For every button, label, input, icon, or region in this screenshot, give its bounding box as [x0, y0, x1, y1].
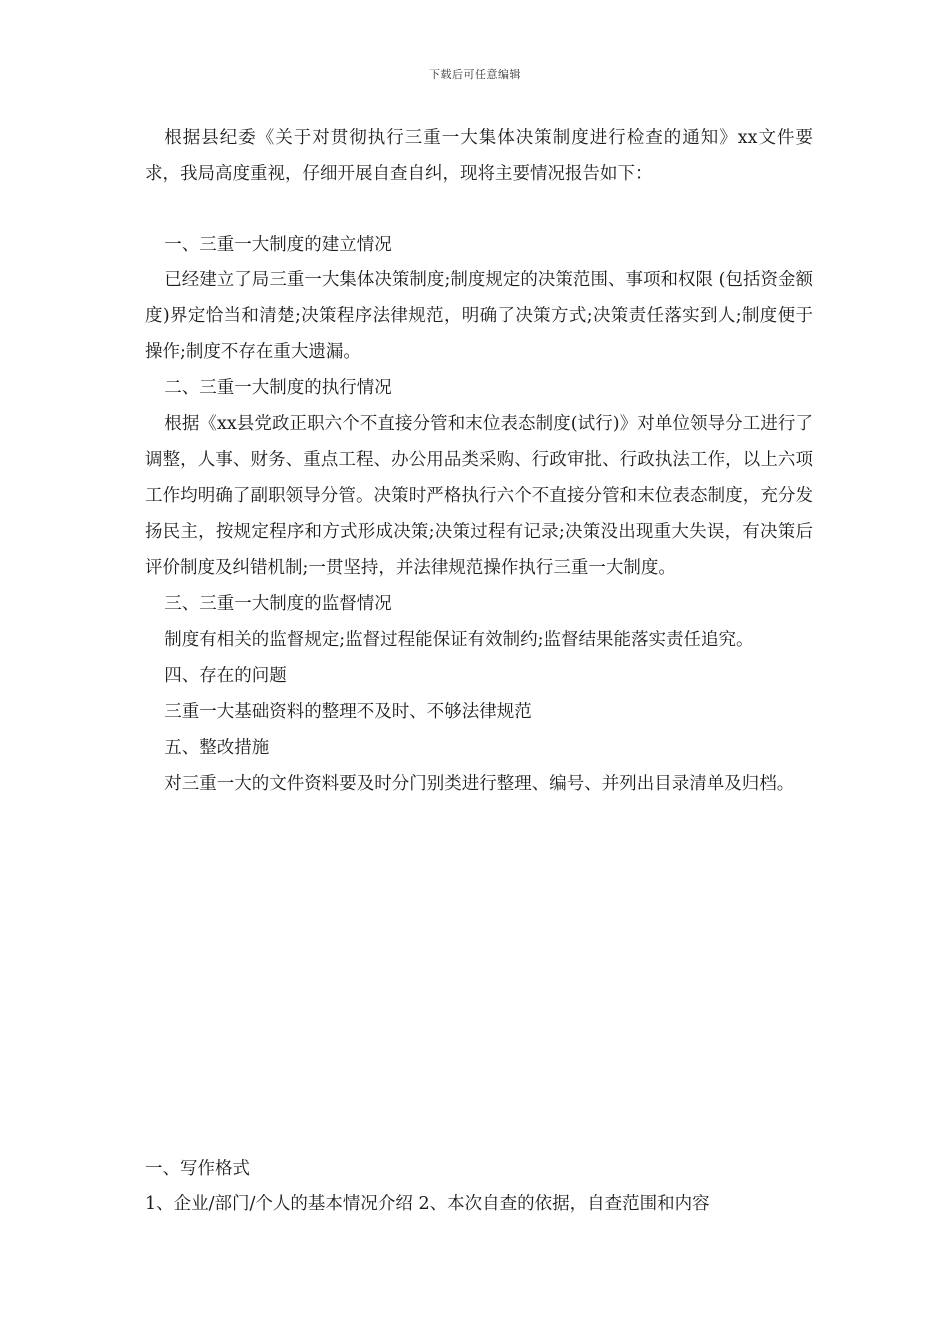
appendix-line-1: 1、企业/部门/个人的基本情况介绍 2、本次自查的依据，自查范围和内容	[145, 1194, 710, 1214]
section-heading-4: 四、存在的问题	[164, 666, 287, 686]
report-body	[145, 120, 813, 802]
intro-paragraph: 根据县纪委《关于对贯彻执行三重一大集体决策制度进行检查的通知》xx文件要求，我局高度重视，仔细开展自查自纠，现将主要情况报告如下：	[145, 128, 813, 184]
header-note: 下载后可任意编辑	[429, 68, 521, 81]
section-paragraph-2: 根据《xx县党政正职六个不直接分管和末位表态制度(试行)》对单位领导分工进行了调整，人事、财务、重点工程、办公用品类采购、行政审批、行政执法工作，以上六项工作均明确了副职领导分管。决策时严格执行六个不直接分管和末位表态制度，充分发扬民主，按规定程序和方式形成决策;决策过程有记录;决策没出现重大失误，有决策后评价制度及纠错机制;一贯坚持，并法律规范操作执行三重一大制度。	[145, 414, 813, 578]
section-heading-5: 五、整改措施	[164, 738, 270, 758]
section-paragraph-5: 对三重一大的文件资料要及时分门别类进行整理、编号、并列出目录清单及归档。	[164, 774, 795, 794]
section-heading-1: 一、三重一大制度的建立情况	[164, 235, 392, 255]
appendix-title: 一、写作格式	[145, 1159, 250, 1179]
appendix-section	[145, 1152, 813, 1222]
section-paragraph-3: 制度有相关的监督规定;监督过程能保证有效制约;监督结果能落实责任追究。	[164, 630, 754, 650]
section-heading-3: 三、三重一大制度的监督情况	[164, 594, 392, 614]
section-paragraph-4: 三重一大基础资料的整理不及时、不够法律规范	[164, 702, 532, 722]
section-heading-2: 二、三重一大制度的执行情况	[164, 378, 392, 398]
section-paragraph-1: 已经建立了局三重一大集体决策制度;制度规定的决策范围、事项和权限 (包括资金额度)界定恰当和清楚;决策程序法律规范，明确了决策方式;决策责任落实到人;制度便于操作;制度不存在重大遗漏。	[145, 270, 813, 362]
